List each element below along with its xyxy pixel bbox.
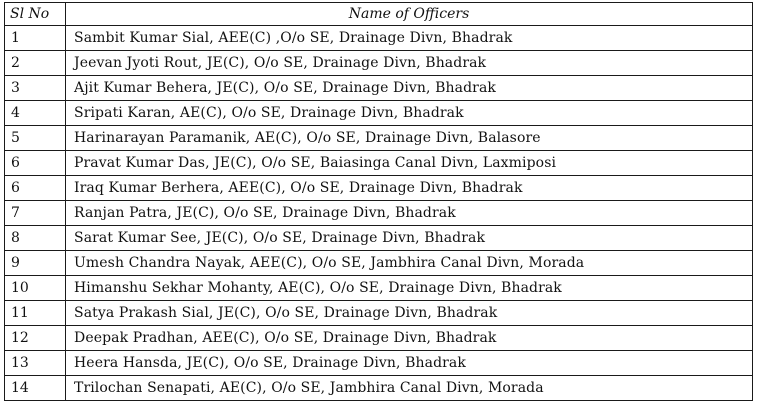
serial-number-cell: 9 xyxy=(5,251,66,276)
officer-name-cell: Sambit Kumar Sial, AEE(C) ,O/o SE, Drainage Divn, Bhadrak xyxy=(66,26,753,51)
serial-number-cell: 8 xyxy=(5,226,66,251)
serial-number-cell: 7 xyxy=(5,201,66,226)
officer-name-cell: Himanshu Sekhar Mohanty, AE(C), O/o SE, Drainage Divn, Bhadrak xyxy=(66,276,753,301)
table-row xyxy=(5,201,753,226)
table-row xyxy=(5,176,753,201)
officer-name-cell: Trilochan Senapati, AE(C), O/o SE, Jambhira Canal Divn, Morada xyxy=(66,376,753,401)
table-row xyxy=(5,276,753,301)
table-row xyxy=(5,251,753,276)
serial-number-cell: 6 xyxy=(5,176,66,201)
table-row xyxy=(5,376,753,401)
officers-document xyxy=(4,2,752,401)
column-header-name-of-officers: Name of Officers xyxy=(66,3,753,26)
officer-name-cell: Iraq Kumar Berhera, AEE(C), O/o SE, Drainage Divn, Bhadrak xyxy=(66,176,753,201)
table-row xyxy=(5,51,753,76)
table-row xyxy=(5,326,753,351)
table-row xyxy=(5,101,753,126)
officer-name-cell: Pravat Kumar Das, JE(C), O/o SE, Baiasinga Canal Divn, Laxmiposi xyxy=(66,151,753,176)
serial-number-cell: 6 xyxy=(5,151,66,176)
officer-name-cell: Harinarayan Paramanik, AE(C), O/o SE, Drainage Divn, Balasore xyxy=(66,126,753,151)
serial-number-cell: 4 xyxy=(5,101,66,126)
officer-name-cell: Ranjan Patra, JE(C), O/o SE, Drainage Divn, Bhadrak xyxy=(66,201,753,226)
officers-table xyxy=(4,2,753,401)
officer-name-cell: Satya Prakash Sial, JE(C), O/o SE, Drainage Divn, Bhadrak xyxy=(66,301,753,326)
officer-name-cell: Heera Hansda, JE(C), O/o SE, Drainage Divn, Bhadrak xyxy=(66,351,753,376)
officer-name-cell: Umesh Chandra Nayak, AEE(C), O/o SE, Jambhira Canal Divn, Morada xyxy=(66,251,753,276)
serial-number-cell: 1 xyxy=(5,26,66,51)
serial-number-cell: 10 xyxy=(5,276,66,301)
serial-number-cell: 3 xyxy=(5,76,66,101)
officer-name-cell: Deepak Pradhan, AEE(C), O/o SE, Drainage Divn, Bhadrak xyxy=(66,326,753,351)
serial-number-cell: 11 xyxy=(5,301,66,326)
table-row xyxy=(5,351,753,376)
column-header-sl-no: Sl No xyxy=(5,3,66,26)
table-row xyxy=(5,151,753,176)
table-row xyxy=(5,301,753,326)
serial-number-cell: 5 xyxy=(5,126,66,151)
officer-name-cell: Sripati Karan, AE(C), O/o SE, Drainage Divn, Bhadrak xyxy=(66,101,753,126)
table-row xyxy=(5,76,753,101)
table-header xyxy=(5,3,753,26)
officer-name-cell: Sarat Kumar See, JE(C), O/o SE, Drainage Divn, Bhadrak xyxy=(66,226,753,251)
serial-number-cell: 14 xyxy=(5,376,66,401)
serial-number-cell: 2 xyxy=(5,51,66,76)
table-body xyxy=(5,26,753,401)
header-row xyxy=(5,3,753,26)
table-row xyxy=(5,126,753,151)
officer-name-cell: Ajit Kumar Behera, JE(C), O/o SE, Drainage Divn, Bhadrak xyxy=(66,76,753,101)
serial-number-cell: 12 xyxy=(5,326,66,351)
table-row xyxy=(5,226,753,251)
table-row xyxy=(5,26,753,51)
officer-name-cell: Jeevan Jyoti Rout, JE(C), O/o SE, Drainage Divn, Bhadrak xyxy=(66,51,753,76)
serial-number-cell: 13 xyxy=(5,351,66,376)
